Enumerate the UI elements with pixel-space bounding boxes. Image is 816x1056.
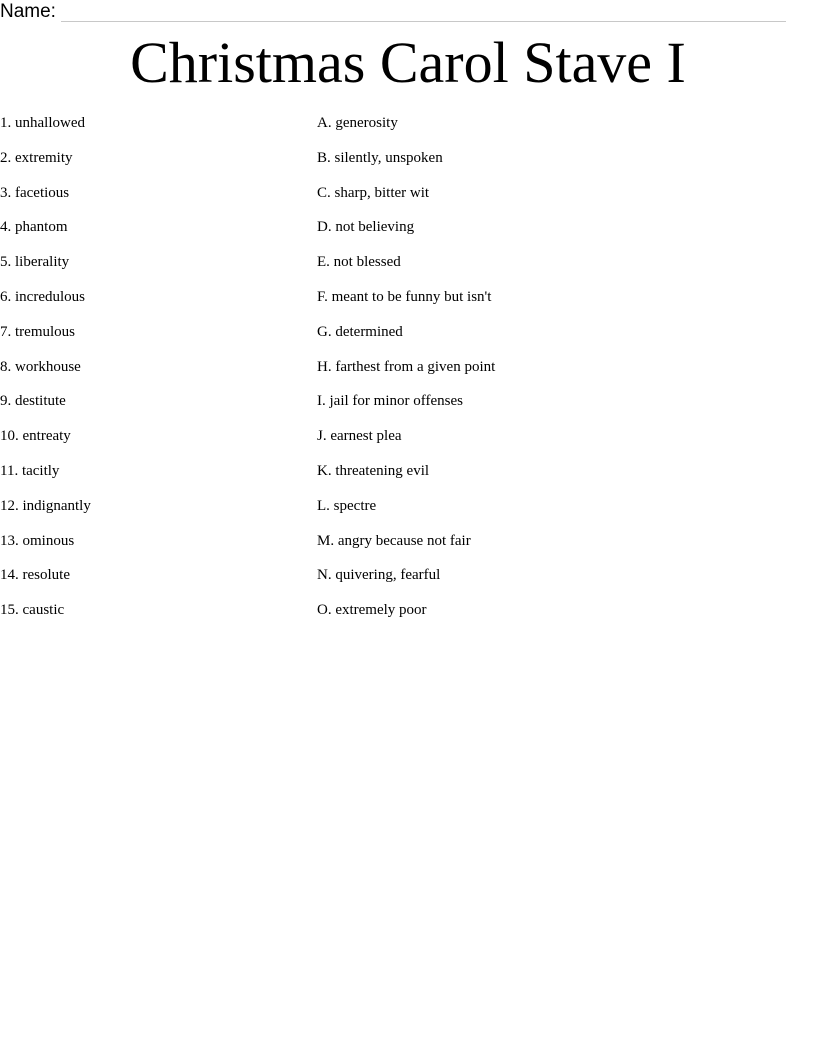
definition-item: K. threatening evil <box>317 462 430 479</box>
definition-item: J. earnest plea <box>317 428 402 445</box>
definition-item: A. generosity <box>317 115 398 131</box>
matching-row <box>0 147 816 182</box>
term-item: 11. tacitly <box>0 462 60 479</box>
definition-item: C. sharp, bitter wit <box>317 184 430 201</box>
matching-row <box>0 390 816 425</box>
definition-item: N. quivering, fearful <box>317 567 441 584</box>
matching-row <box>0 425 816 460</box>
definition-item: E. not blessed <box>317 254 401 271</box>
definition-item: B. silently, unspoken <box>317 149 443 166</box>
term-item: 7. tremulous <box>0 323 75 340</box>
term-item: 5. liberality <box>0 254 70 271</box>
term-item: 3. facetious <box>0 184 70 201</box>
matching-row <box>0 321 816 356</box>
name-label: Name: <box>0 1 56 22</box>
term-item: 13. ominous <box>0 532 75 549</box>
name-field <box>0 0 786 22</box>
matching-row <box>0 112 816 147</box>
matching-row <box>0 564 816 599</box>
matching-row <box>0 251 816 286</box>
term-item: 8. workhouse <box>0 358 81 375</box>
term-item: 2. extremity <box>0 149 73 166</box>
definition-item: L. spectre <box>317 497 377 514</box>
worksheet-title: Christmas Carol Stave I <box>130 30 686 95</box>
term-item: 9. destitute <box>0 393 66 410</box>
name-blank-line[interactable] <box>61 5 786 22</box>
matching-row <box>0 182 816 217</box>
definition-item: D. not believing <box>317 219 415 236</box>
definition-item: M. angry because not fair <box>317 532 471 549</box>
term-item: 10. entreaty <box>0 428 71 445</box>
definition-item: I. jail for minor offenses <box>317 393 463 410</box>
definition-item: F. meant to be funny but isn't <box>317 288 492 305</box>
matching-row <box>0 495 816 530</box>
matching-row <box>0 286 816 321</box>
matching-row <box>0 599 816 634</box>
matching-row <box>0 530 816 565</box>
term-item: 12. indignantly <box>0 497 91 514</box>
matching-row <box>0 216 816 251</box>
term-item: 6. incredulous <box>0 288 85 305</box>
matching-row <box>0 356 816 391</box>
term-item: 14. resolute <box>0 567 70 584</box>
definition-item: O. extremely poor <box>317 602 427 619</box>
matching-row <box>0 460 816 495</box>
term-item: 15. caustic <box>0 602 65 619</box>
term-item: 4. phantom <box>0 219 68 236</box>
matching-list <box>0 112 816 634</box>
definition-item: H. farthest from a given point <box>317 358 496 375</box>
definition-item: G. determined <box>317 323 403 340</box>
term-item: 1. unhallowed <box>0 115 85 131</box>
